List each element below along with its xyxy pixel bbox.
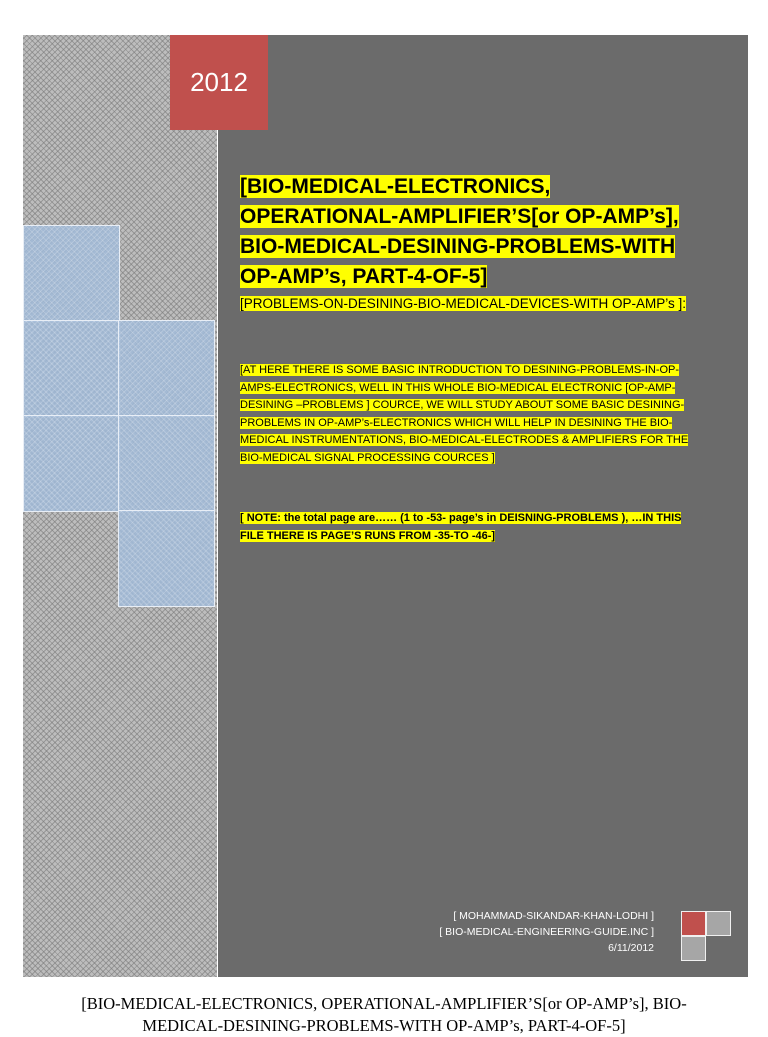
year-badge: [170, 35, 268, 130]
document-subtitle: [240, 294, 690, 314]
logo-square-gray: [706, 911, 731, 936]
decorative-tile: [118, 510, 215, 607]
abstract: [240, 362, 702, 467]
logo-square-red: [681, 911, 706, 936]
document-title-text: [BIO-MEDICAL-ELECTRONICS, OPERATIONAL-AMPLIFIER’S[or OP-AMP’s], BIO-MEDICAL-DESINING-PROBLEMS-WITH OP-AMP’s, PART-4-OF-5]: [240, 175, 679, 288]
organization-name: [ BIO-MEDICAL-ENGINEERING-GUIDE.INC ]: [439, 926, 654, 938]
publish-date: 6/11/2012: [608, 942, 654, 954]
page-note: [240, 510, 702, 545]
decorative-tile: [118, 320, 215, 417]
logo-square-gray: [681, 936, 706, 961]
decorative-tile: [23, 415, 120, 512]
decorative-tile: [118, 415, 215, 512]
page-note-text: [ NOTE: the total page are…… (1 to -53- page’s in DEISNING-PROBLEMS ), …IN THIS FILE THERE IS PAGE’S RUNS FROM -35-TO -46-]: [240, 512, 682, 542]
document-subtitle-text: [PROBLEMS-ON-DESINING-BIO-MEDICAL-DEVICES-WITH OP-AMP’s ]:: [240, 296, 687, 311]
running-title: [BIO-MEDICAL-ELECTRONICS, OPERATIONAL-AMPLIFIER’S[or OP-AMP’s], BIO-MEDICAL-DESINING-PROBLEMS-WITH OP-AMP’s, PART-4-OF-5]: [81, 994, 687, 1035]
decorative-tile: [23, 320, 120, 417]
author-name: [ MOHAMMAD-SIKANDAR-KHAN-LODHI ]: [453, 910, 654, 922]
document-title: [240, 172, 690, 292]
author-block: [439, 908, 654, 956]
decorative-tile: [23, 225, 120, 322]
abstract-text: [AT HERE THERE IS SOME BASIC INTRODUCTION TO DESINING-PROBLEMS-IN-OP-AMPS-ELECTRONICS, WELL IN THIS WHOLE BIO-MEDICAL ELECTRONIC [OP-AMP-DESINING –PROBLEMS ] COURCE, WE WILL STUDY ABOUT SOME BASIC DESINING-PROBLEMS IN OP-AMP’s-ELECTRONICS WHICH WILL HELP IN DESINING THE BIO-MEDICAL INSTRUMENTATIONS, BIO-MEDICAL-ELECTRODES & AMPLIFIERS FOR THE BIO-MEDICAL SIGNAL PROCESSING COURCES ]: [240, 364, 689, 464]
year-label: 2012: [190, 67, 248, 97]
